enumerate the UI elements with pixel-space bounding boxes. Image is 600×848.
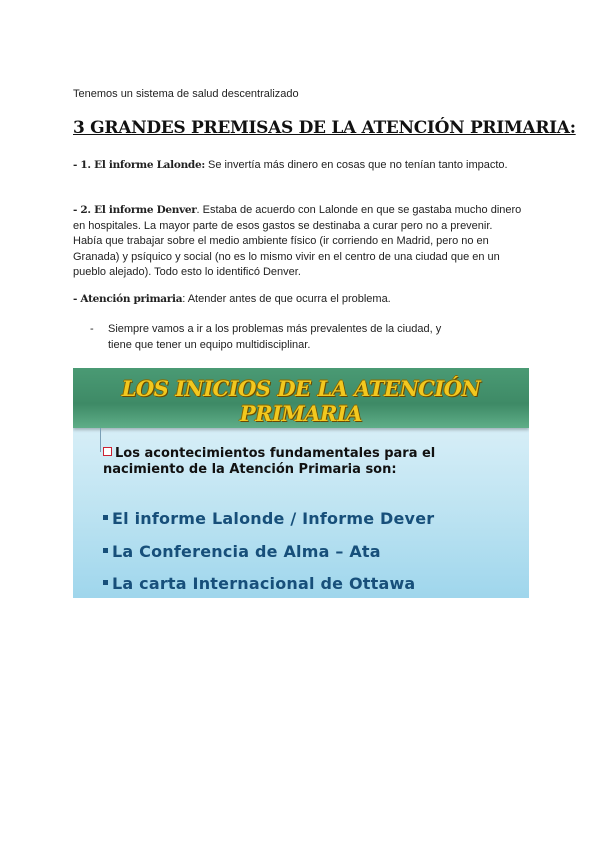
premise-label: - 1. El informe Lalonde:	[73, 159, 205, 171]
slide-intro-text: Los acontecimientos fundamentales para el nacimiento de la Atención Primaria son:	[103, 446, 436, 477]
premise-label: - Atención primaria	[73, 293, 183, 305]
list-item: Siempre vamos a ir a los problemas más prevalentes de la ciudad, y tiene que tener un equipo multidisciplinar.	[108, 323, 442, 351]
slide-title: LOS INICIOS DE LA ATENCIÓN PRIMARIA	[121, 376, 481, 426]
slide-item-text: La Conferencia de Alma – Ata	[112, 542, 381, 561]
premise-text: : Atender antes de que ocurra el problema.	[182, 293, 391, 305]
square-bullet-icon	[103, 580, 108, 585]
slide-item	[103, 542, 381, 561]
square-bullet-icon	[103, 548, 108, 553]
slide-divider	[100, 428, 101, 452]
premise-label: - 2. El informe Denver	[73, 204, 197, 216]
slide-intro	[103, 446, 503, 478]
premise-text: Se invertía más dinero en cosas que no tenían tanto impacto.	[204, 159, 508, 171]
premise-text: . Estaba de acuerdo con Lalonde en que se gastaba mucho dinero en hospitales. La mayor parte de esos gastos se destinaba a curar pero no a prevenir. Había que trabajar sobre el medio ambiente físico (ir corriendo en Madrid, pero no en Granada) y psíquico y social (no es lo mismo vivir en el centro de una ciudad que en un pueblo alejado). Todo esto lo identificó Denver.	[73, 204, 522, 278]
slide-header	[73, 368, 529, 428]
slide-item-text: El informe Lalonde / Informe Dever	[112, 509, 435, 528]
slide-item	[103, 509, 434, 528]
embedded-slide-image	[73, 368, 529, 598]
premise-denver	[73, 203, 523, 281]
slide-item	[103, 574, 415, 593]
premise-lalonde	[73, 158, 523, 174]
slide-item-text: La carta Internacional de Ottawa	[112, 574, 416, 593]
square-bullet-icon	[103, 447, 112, 456]
square-bullet-icon	[103, 515, 108, 520]
premise-atencion-primaria	[73, 292, 523, 308]
intro-text: Tenemos un sistema de salud descentralizado	[73, 88, 299, 100]
section-title: 3 GRANDES PREMISAS DE LA ATENCIÓN PRIMARIA:	[73, 118, 576, 138]
dash-bullet: -	[90, 323, 94, 335]
